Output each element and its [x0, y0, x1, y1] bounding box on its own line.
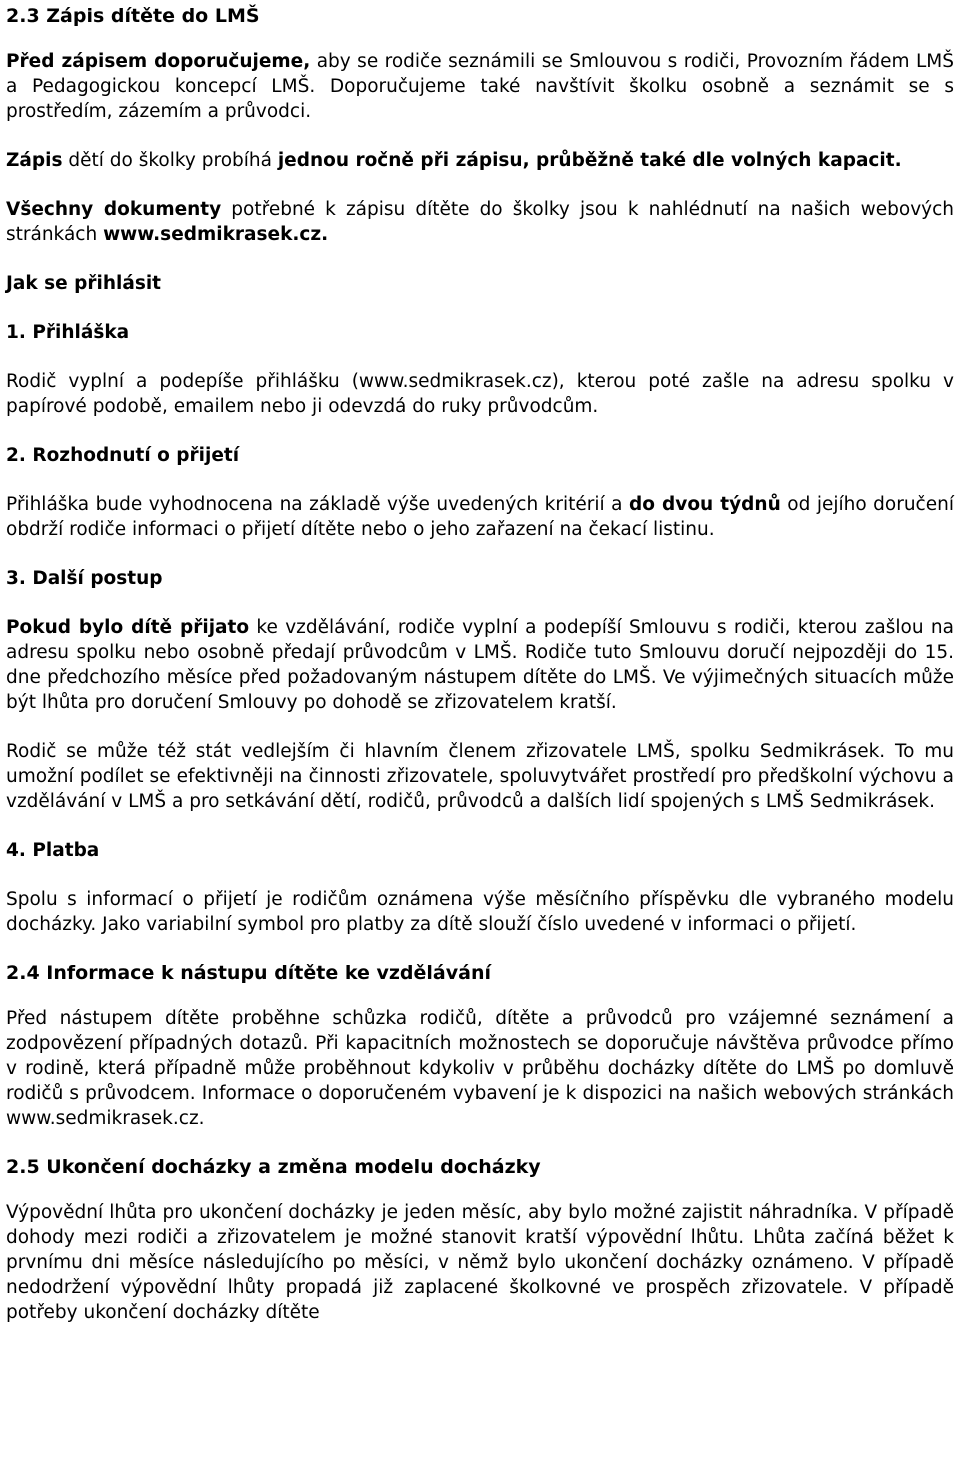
step-3-membership-text: Rodič se může též stát vedlejším či hlavním členem zřizovatele LMŠ, spolku Sedmikrásek. To mu umožní podílet se efektivněji na činnosti zřizovatele, spoluvytvářet prostředí pro předškolní výchovu a vzdělávání v LMŠ a pro setkávání dětí, rodičů, průvodců a dalších lidí spojených s LMŠ Sedmikrásek. — [6, 741, 954, 812]
section-2-5-text: Výpovědní lhůta pro ukončení docházky je jeden měsíc, aby bylo možné zajistit náhradníka. V případě dohody mezi rodiči a zřizovatelem je možné stanovit kratší výpovědní lhůtu. Lhůta začíná běžet k prvnímu dni měsíce následujícího po měsíci, v němž bylo ukončení docházky oznámeno. V případě nedodržení výpovědní lhůty propadá již zaplacené školkovné ve prospěch zřizovatele. V případě potřeby ukončení docházky dítěte — [6, 1202, 954, 1323]
paragraph-text: aby se rodiče seznámili se Smlouvou s rodiči, Provozním řádem LMŠ a Pedagogickou koncepcí LMŠ. Doporučujeme také navštívit školku osobně a seznámit se s prostředím, zázemím a průvodci. — [6, 51, 954, 122]
step-3-heading: 3. Další postup — [6, 568, 163, 589]
bold-phrase: Zápis — [6, 150, 63, 171]
bold-phrase: Před zápisem doporučujeme, — [6, 51, 311, 72]
step-3-text — [6, 615, 954, 715]
paragraph-text: od jejího doručení obdrží rodiče informaci o přijetí dítěte nebo o jeho zařazení na čekací listinu. — [6, 494, 954, 540]
step-4-heading: 4. Platba — [6, 840, 100, 861]
bold-phrase: do dvou týdnů — [629, 494, 781, 515]
section-heading-2-4: 2.4 Informace k nástupu dítěte ke vzdělávání — [6, 962, 492, 984]
step-2-heading: 2. Rozhodnutí o přijetí — [6, 445, 240, 466]
step-1-text: Rodič vyplní a podepíše přihlášku (www.sedmikrasek.cz), kterou poté zašle na adresu spolku v papírové podobě, emailem nebo ji odevzdá do ruky průvodcům. — [6, 371, 954, 417]
paragraph-before-enrollment — [6, 49, 954, 124]
paragraph-text: ke vzdělávání, rodiče vyplní a podepíší Smlouvu s rodiči, kterou zašlou na adresu spolku nebo osobně předají průvodcům v LMŠ. Rodiče tuto Smlouvu doručí nejpozději do 15. dne předchozího měsíce před požadovaným nástupem dítěte do LMŠ. Ve výjimečných situacích může být lhůta pro doručení Smlouvy po dohodě se zřizovatelem kratší. — [6, 617, 954, 713]
bold-phrase: Pokud bylo dítě přijato — [6, 617, 250, 638]
section-2-4-text: Před nástupem dítěte proběhne schůzka rodičů, dítěte a průvodců pro vzájemné seznámení a zodpovězení případných dotazů. Při kapacitních možnostech se doporučuje návštěva průvodce přímo v rodině, která případně může proběhnout kdykoliv v průběhu docházky dítěte do LMŠ po domluvě rodičů s průvodcem. Informace o doporučeném vybavení je k dispozici na našich webových stránkách www.sedmikrasek.cz. — [6, 1008, 954, 1129]
paragraph-text: dětí do školky probíhá — [62, 150, 278, 171]
bold-phrase: Všechny dokumenty — [6, 199, 222, 220]
paragraph-enrollment-timing — [6, 148, 954, 173]
section-heading-2-3: 2.3 Zápis dítěte do LMŠ — [6, 5, 260, 27]
website-link[interactable]: www.sedmikrasek.cz. — [103, 224, 329, 245]
paragraph-text: potřebné k zápisu dítěte do školky jsou k nahlédnutí na našich webových stránkách — [6, 199, 954, 245]
how-to-apply-heading: Jak se přihlásit — [6, 273, 162, 294]
section-heading-2-5: 2.5 Ukončení docházky a změna modelu docházky — [6, 1156, 541, 1178]
paragraph-documents — [6, 197, 954, 247]
step-1-heading: 1. Přihláška — [6, 322, 130, 343]
bold-phrase: jednou ročně při zápisu, průběžně také dle volných kapacit. — [277, 150, 902, 171]
paragraph-text: Přihláška bude vyhodnocena na základě výše uvedených kritérií a — [6, 494, 629, 515]
step-2-text — [6, 492, 954, 542]
step-4-text: Spolu s informací o přijetí je rodičům oznámena výše měsíčního příspěvku dle vybraného modelu docházky. Jako variabilní symbol pro platby za dítě slouží číslo uvedené v informaci o přijetí. — [6, 889, 954, 935]
